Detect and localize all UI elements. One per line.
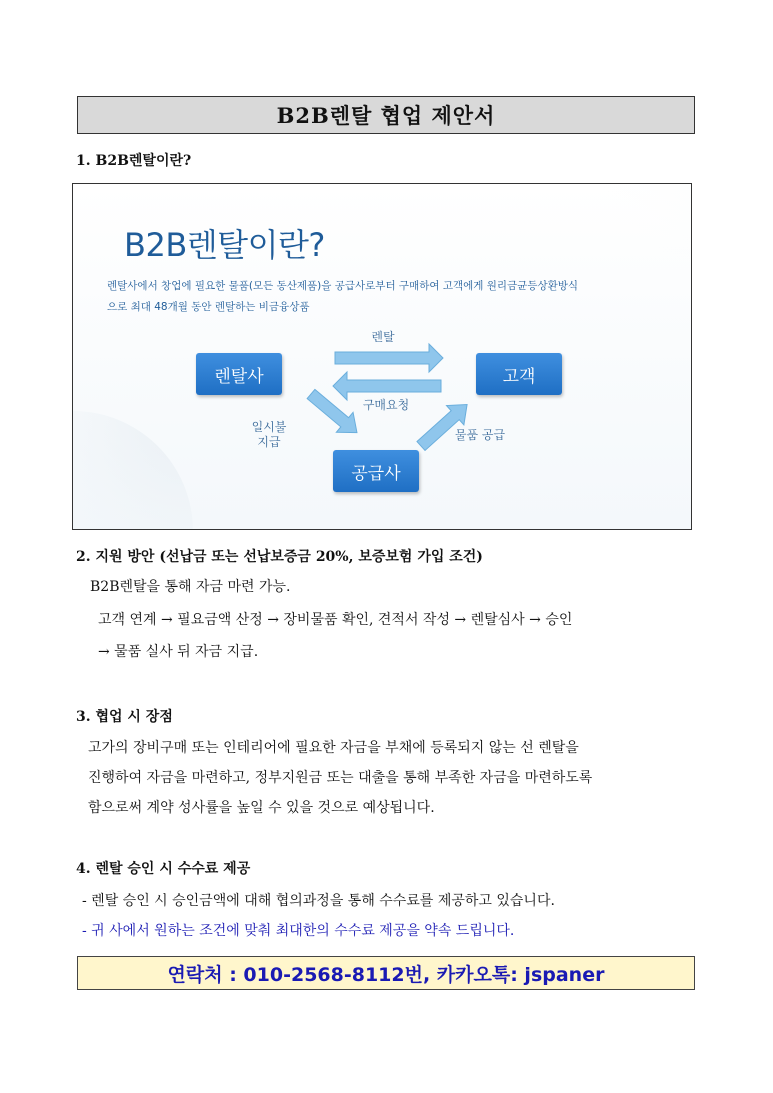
- diagram-description: [107, 276, 687, 318]
- section2-line1: B2B렌탈을 통해 자금 마련 가능.: [90, 579, 291, 595]
- diagram-title: B2B렌탈이란?: [124, 226, 325, 264]
- arrow-rental-icon: [335, 344, 443, 372]
- section1-heading: 1. B2B렌탈이란?: [76, 153, 192, 169]
- label-goods-supply: 물품 공급: [454, 428, 506, 442]
- section4-line2: - 귀 사에서 원하는 조건에 맞춰 최대한의 수수료 제공을 약속 드립니다.: [82, 923, 515, 939]
- section3-line1: 고가의 장비구매 또는 인테리어에 필요한 자금을 부채에 등록되지 않는 선 렌탈을: [88, 740, 579, 756]
- label-purchase-request: 구매요청: [362, 398, 410, 412]
- section2-line3: → 물품 실사 뒤 자금 지급.: [98, 644, 259, 660]
- label-lump-sum-line1: 일시불: [251, 420, 287, 434]
- page-title: B2B렌탈 협업 제안서: [77, 96, 695, 134]
- section3-line3: 함으로써 계약 성사률을 높일 수 있을 것으로 예상됩니다.: [88, 800, 435, 816]
- node-supplier: 공급사: [333, 450, 419, 492]
- section4-line1: - 렌탈 승인 시 승인금액에 대해 협의과정을 통해 수수료를 제공하고 있습니다.: [82, 893, 555, 909]
- label-lump-sum: [241, 420, 297, 450]
- section3-heading: 3. 협업 시 장점: [76, 709, 173, 725]
- label-rental: 렌탈: [371, 330, 395, 344]
- section2-line2: 고객 연계 → 필요금액 산정 → 장비물품 확인, 견적서 작성 → 렌탈심사 → 승인: [98, 612, 573, 628]
- node-rental-company: 렌탈사: [196, 353, 282, 395]
- arrow-lump-sum-icon: [303, 384, 366, 442]
- contact-banner: 연락처 : 010-2568-8112번, 카카오톡: jspaner: [77, 956, 695, 990]
- arrow-goods-supply-icon: [412, 395, 475, 456]
- node-customer: 고객: [476, 353, 562, 395]
- diagram-desc-line1: 렌탈사에서 창업에 필요한 물품(모든 동산제품)을 공급사로부터 구매하여 고객에게 원리금균등상환방식: [107, 280, 579, 292]
- section3-line2: 진행하여 자금을 마련하고, 정부지원금 또는 대출을 통해 부족한 자금을 마련하도록: [88, 770, 593, 786]
- arrow-purchase-request-icon: [333, 372, 441, 400]
- section2-heading: 2. 지원 방안 (선납금 또는 선납보증금 20%, 보증보험 가입 조건): [76, 549, 483, 565]
- diagram-desc-line2: 으로 최대 48개월 동안 렌탈하는 비금융상품: [107, 301, 310, 313]
- label-lump-sum-line2: 지급: [257, 435, 281, 449]
- section4-heading: 4. 렌탈 승인 시 수수료 제공: [76, 861, 251, 877]
- rental-diagram: [72, 183, 692, 530]
